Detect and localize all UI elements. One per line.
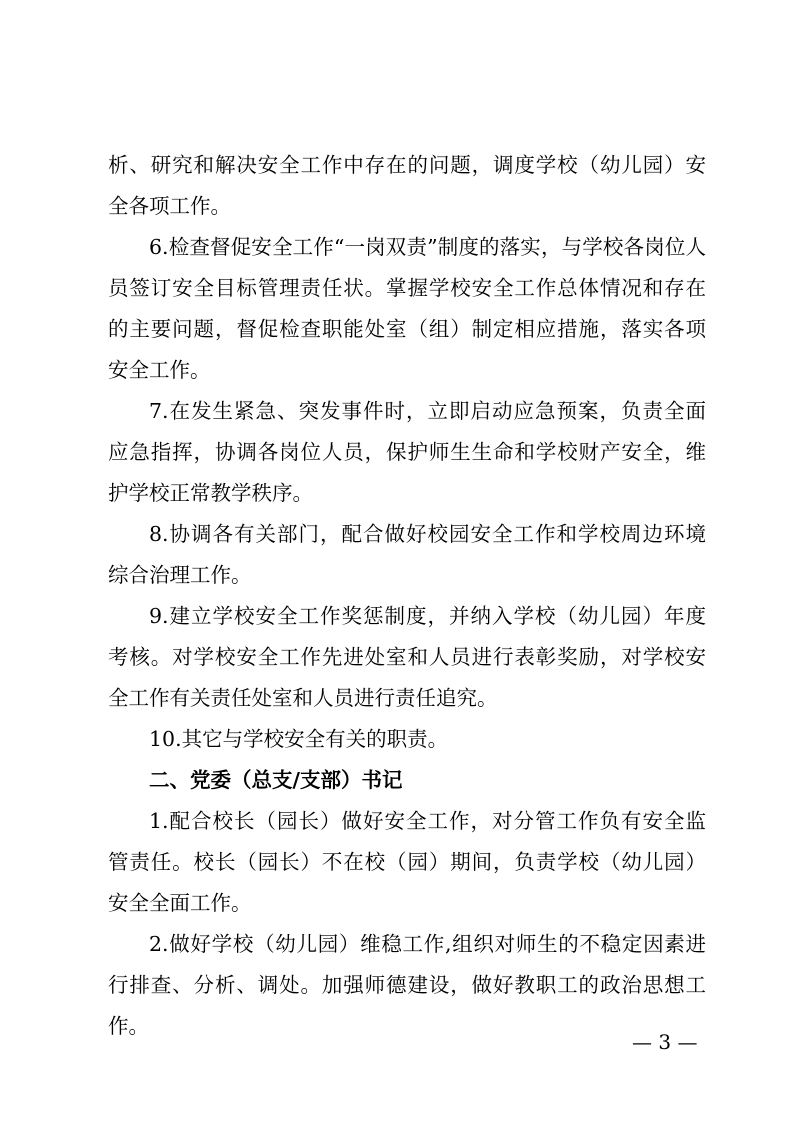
text-line: 护学校正常教学秩序。 (108, 481, 313, 505)
text-line: 行排查、分析、调处。加强师德建设，做好教职工的政治思想工 (108, 973, 706, 997)
paragraph-item-10 (108, 719, 706, 760)
paragraph-item-2 (108, 924, 706, 1047)
paragraph-item-1 (108, 801, 706, 924)
text-line: 全工作有关责任处室和人员进行责任追究。 (108, 686, 498, 710)
paragraph-item-6 (108, 227, 706, 391)
paragraph-item-9 (108, 596, 706, 719)
text-line: 6.检查督促安全工作“一岗双责”制度的落实，与学校各岗位人 (149, 235, 706, 259)
text-line: 应急指挥，协调各岗位人员，保护师生生命和学校财产安全，维 (108, 440, 706, 464)
text-line: 2.做好学校（幼儿园）维稳工作,组织对师生的不稳定因素进 (149, 932, 706, 956)
text-line: 管责任。校长（园长）不在校（园）期间，负责学校（幼儿园） (108, 850, 706, 874)
text-line: 1.配合校长（园长）做好安全工作，对分管工作负有安全监 (149, 809, 706, 833)
text-line: 作。 (108, 1014, 149, 1038)
section-heading (108, 760, 706, 801)
heading-text: 二、党委（总支/支部）书记 (149, 768, 403, 792)
text-line: 7.在发生紧急、突发事件时，立即启动应急预案，负责全面 (149, 399, 706, 423)
text-line: 全各项工作。 (108, 194, 231, 218)
text-line: 员签订安全目标管理责任状。掌握学校安全工作总体情况和存在 (108, 276, 706, 300)
text-line: 9.建立学校安全工作奖惩制度，并纳入学校（幼儿园）年度 (149, 604, 706, 628)
text-line: 安全全面工作。 (108, 891, 252, 915)
document-body (108, 145, 706, 1047)
paragraph-item-7 (108, 391, 706, 514)
paragraph-item-8 (108, 514, 706, 596)
page-number: — 3 — (632, 1030, 698, 1054)
text-line: 析、研究和解决安全工作中存在的问题，调度学校（幼儿园）安 (108, 153, 706, 177)
text-line: 8.协调各有关部门，配合做好校园安全工作和学校周边环境 (149, 522, 706, 546)
text-line: 的主要问题，督促检查职能处室（组）制定相应措施，落实各项 (108, 317, 706, 341)
text-line: 安全工作。 (108, 358, 211, 382)
text-line: 综合治理工作。 (108, 563, 252, 587)
text-line: 10.其它与学校安全有关的职责。 (149, 727, 449, 751)
paragraph-continuation (108, 145, 706, 227)
text-line: 考核。对学校安全工作先进处室和人员进行表彰奖励，对学校安 (108, 645, 706, 669)
